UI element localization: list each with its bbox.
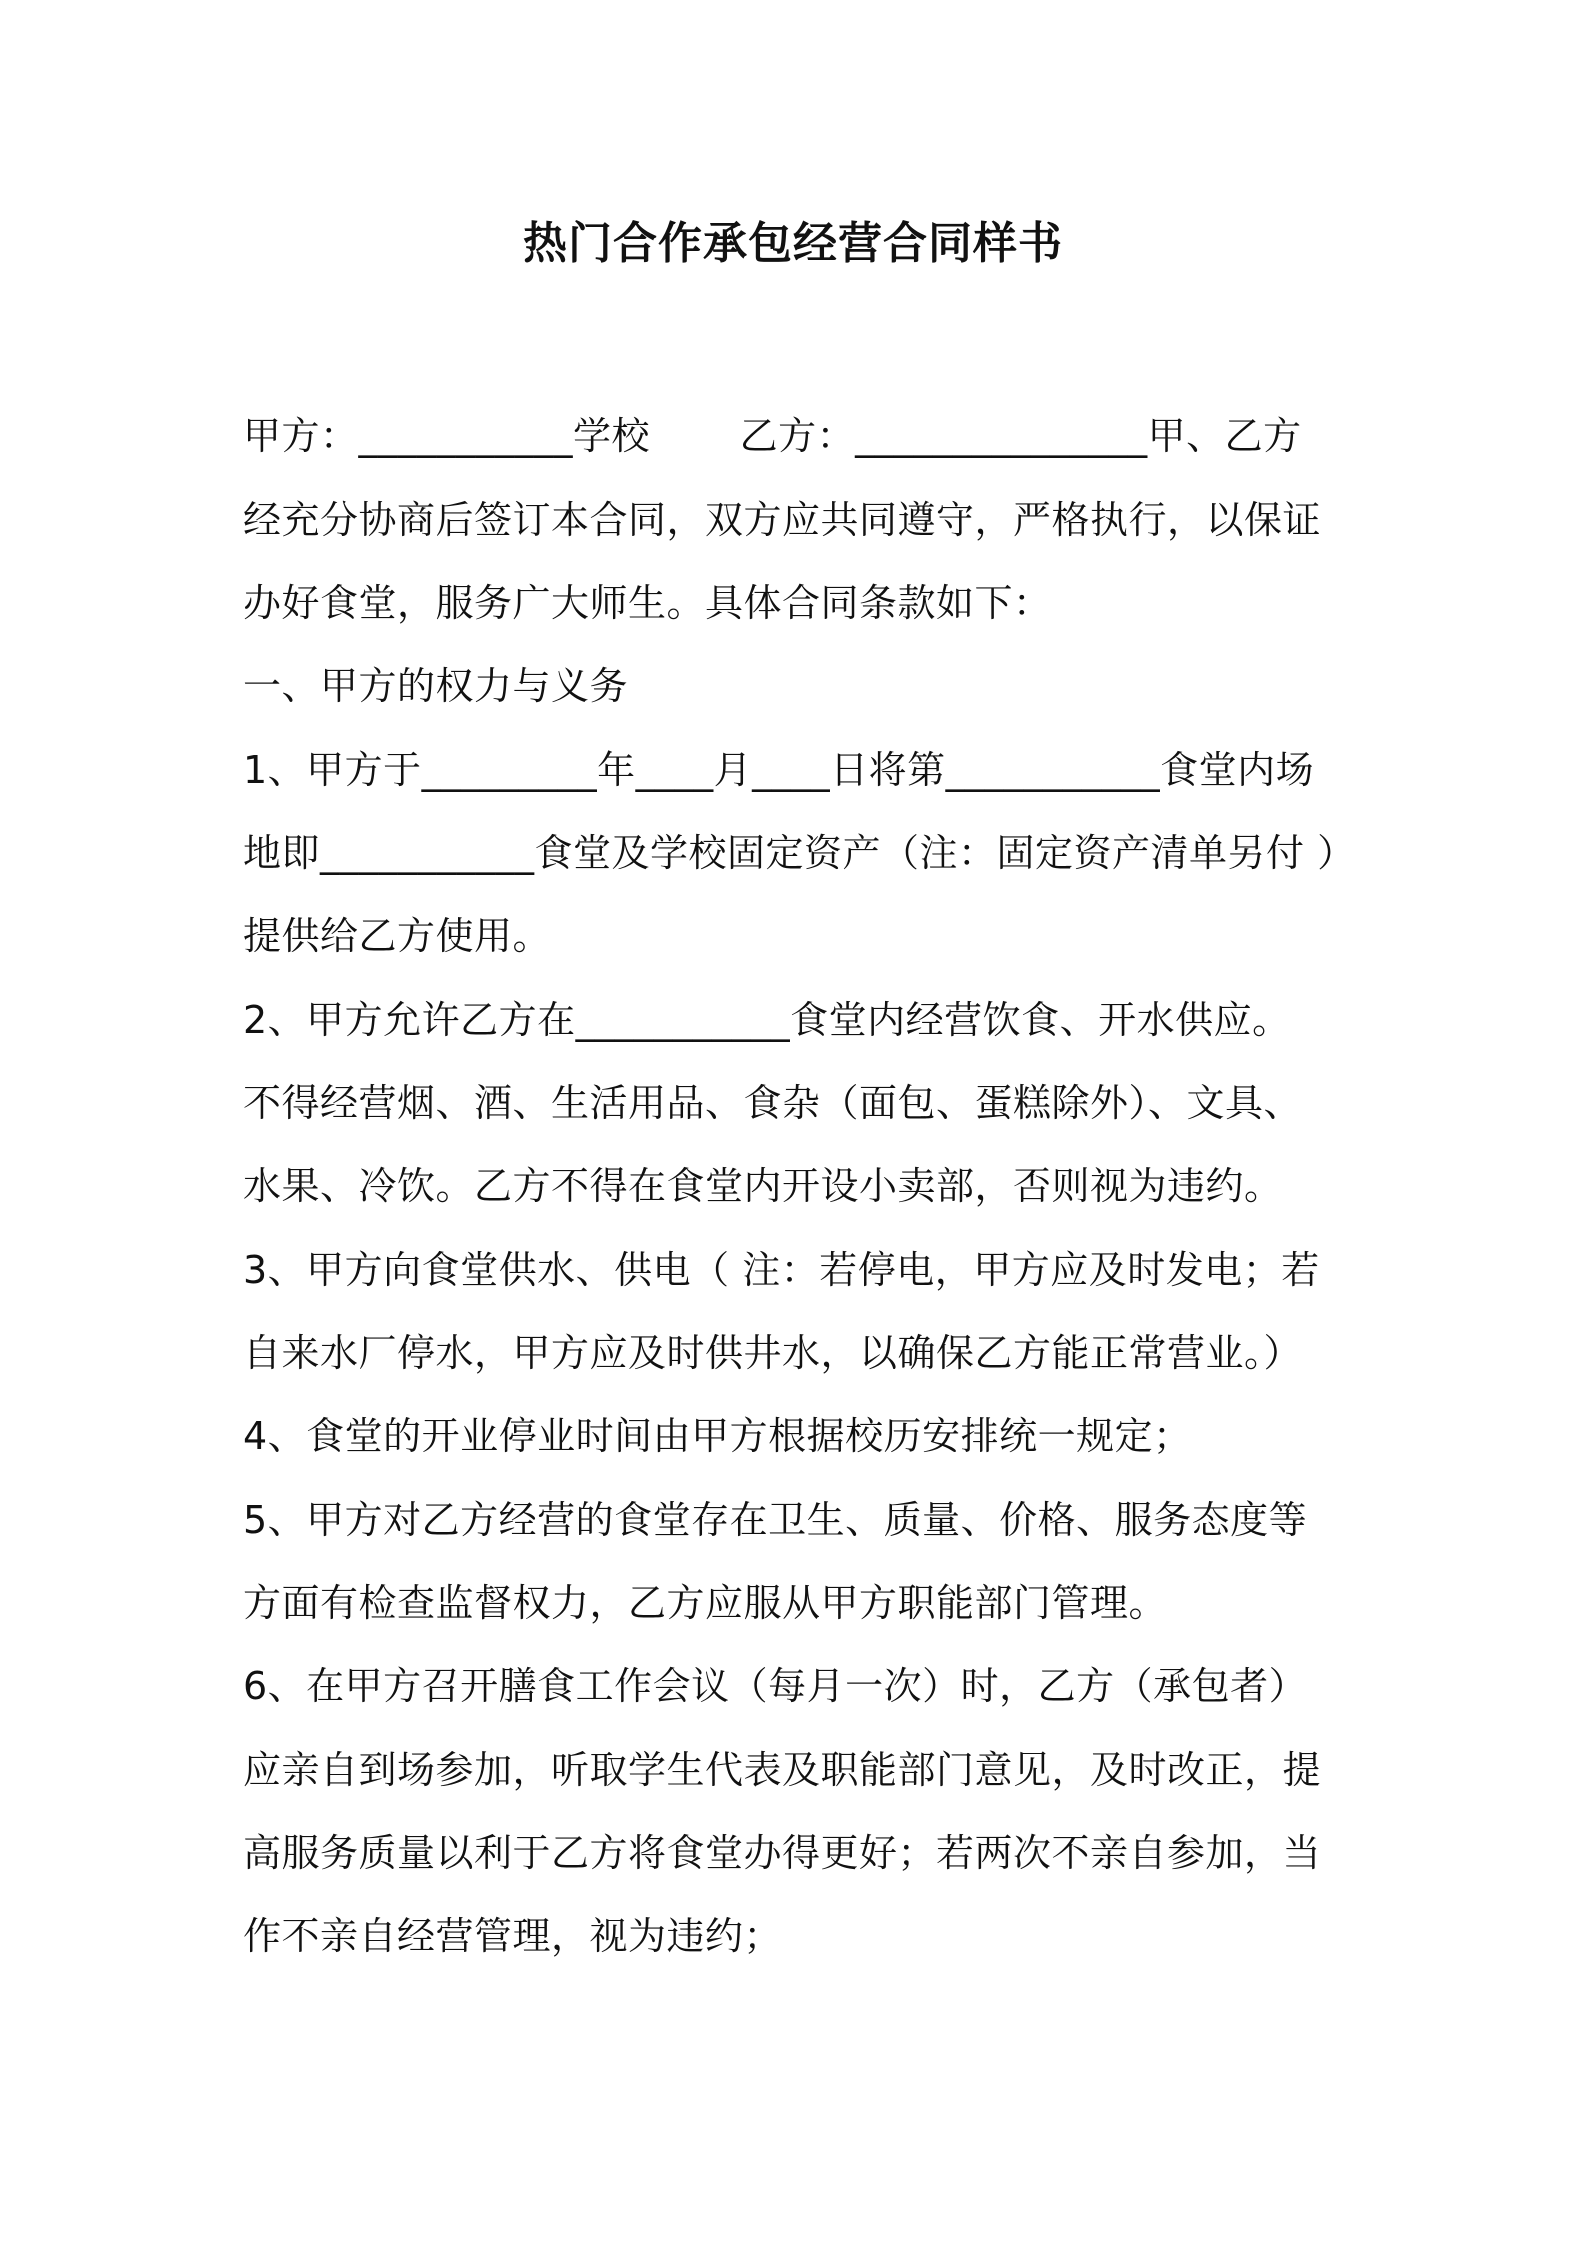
text-line: 作不亲自经营管理，视为违约； — [243, 1914, 783, 1958]
text-line: 2、甲方允许乙方在___________食堂内经营饮食、开水供应。 — [243, 998, 1291, 1042]
text-line: 水果、冷饮。乙方不得在食堂内开设小卖部，否则视为违约。 — [243, 1164, 1283, 1208]
section-heading: 一、甲方的权力与义务 — [243, 664, 629, 708]
text-line: 提供给乙方使用。 — [243, 914, 552, 958]
text-line: 5、甲方对乙方经营的食堂存在卫生、质量、价格、服务态度等 — [243, 1498, 1308, 1542]
text-line: 地即___________食堂及学校固定资产（注：固定资产清单另付 ） — [243, 831, 1356, 875]
text-line: 1、甲方于_________年____月____日将第___________食堂内场 — [243, 748, 1315, 792]
text-line: 方面有检查监督权力，乙方应服从甲方职能部门管理。 — [243, 1581, 1168, 1625]
text-line: 6、在甲方召开膳食工作会议（每月一次）时，乙方（承包者） — [243, 1664, 1308, 1708]
text-line: 3、甲方向食堂供水、供电（ 注：若停电，甲方应及时发电；若 — [243, 1248, 1320, 1292]
text-line: 应亲自到场参加，听取学生代表及职能部门意见，及时改正，提 — [243, 1748, 1322, 1792]
text-line: 甲方：___________学校 乙方：_______________甲、乙方 — [243, 414, 1302, 458]
text-line: 办好食堂，服务广大师生。具体合同条款如下： — [243, 581, 1052, 625]
text-line: 经充分协商后签订本合同，双方应共同遵守，严格执行，以保证 — [243, 498, 1322, 542]
text-line: 自来水厂停水，甲方应及时供井水，以确保乙方能正常营业。） — [243, 1331, 1303, 1375]
text-line: 不得经营烟、酒、生活用品、食杂（面包、蛋糕除外）、文具、 — [243, 1081, 1303, 1125]
document-title: 热门合作承包经营合同样书 — [523, 218, 1063, 269]
text-line: 高服务质量以利于乙方将食堂办得更好；若两次不亲自参加，当 — [243, 1831, 1322, 1875]
text-line: 4、食堂的开业停业时间由甲方根据校历安排统一规定； — [243, 1414, 1192, 1458]
